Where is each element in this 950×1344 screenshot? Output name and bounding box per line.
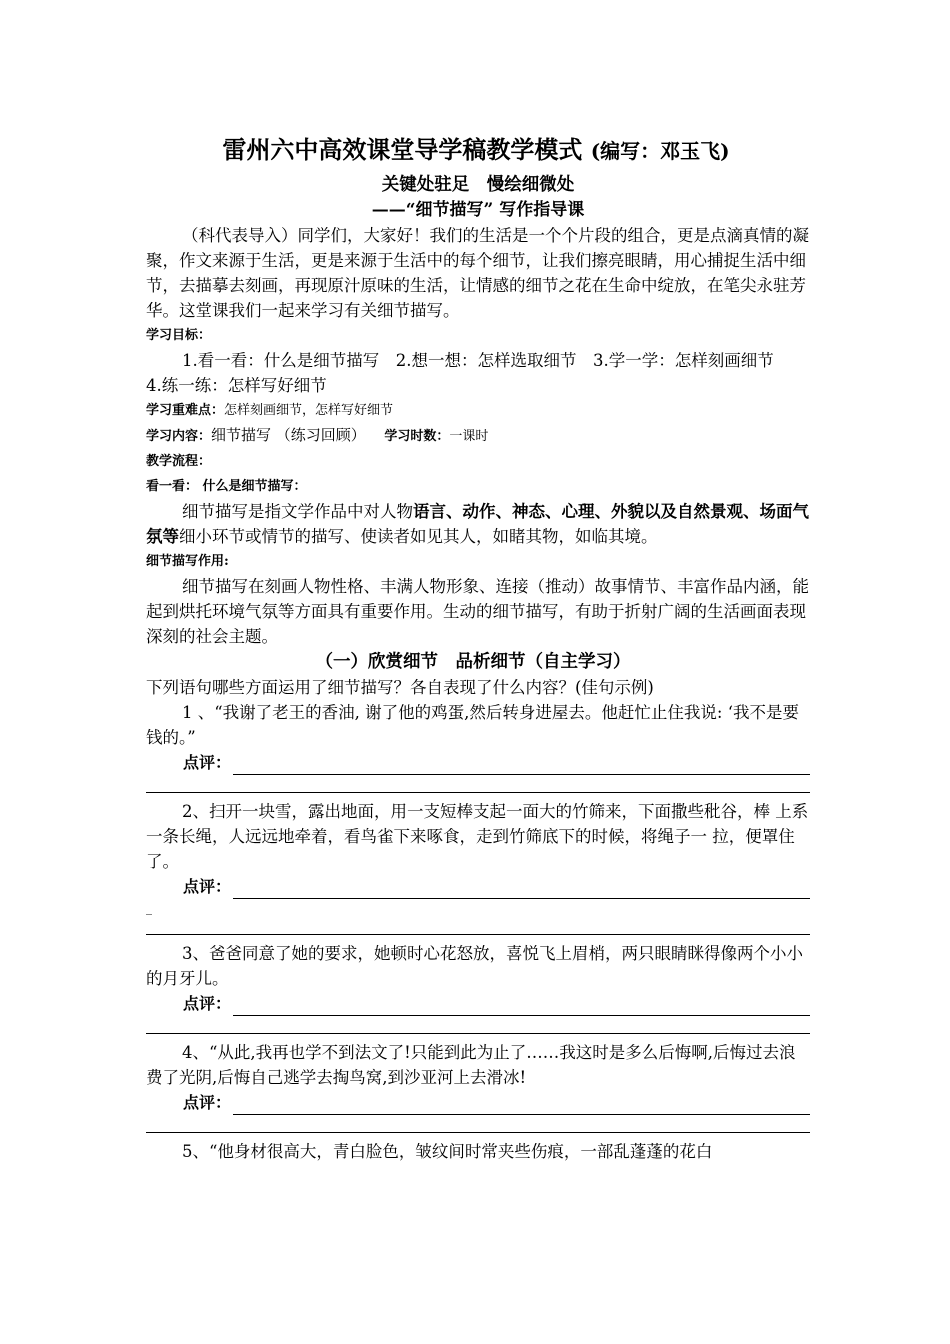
author-credit: (编写：邓玉飞) [590,139,730,163]
key-points-row [146,398,810,423]
comment-answer-line[interactable] [233,880,810,899]
content-text: 细节描写 （练习回顾） [211,426,359,444]
time-text: 一课时 [449,429,489,444]
content-row [146,423,810,449]
comment-answer-line[interactable] [233,1096,810,1115]
function-label: 细节描写作用: [146,554,229,569]
comment-label: 点评： [183,753,232,772]
definition-bold: 语言、动作、神态、心理、外貌以及自然景观、场面气氛等 [146,502,809,546]
key-points-label: 学习重难点： [146,403,225,418]
lesson-subtitle-2: ——“细节描写” 写作指导课 [371,200,585,220]
time-label: 学习时数： [384,429,450,444]
key-points-text: 怎样刻画细节，怎样写好细节 [224,403,394,418]
comment-label: 点评： [183,994,232,1013]
dash-mark: _ [146,901,152,915]
comment-row [146,1090,810,1115]
page-title [142,128,810,173]
example-item: 2、扫开一块雪，露出地面，用一支短棒支起一面大的竹筛来，下面撒些秕谷，棒 上系一条长绳，人远远地牵着，看鸟雀下来啄食，走到竹筛底下的时候，将绳子一 拉，便罩住了。 [146,802,809,871]
lesson-subtitle: 关键处驻足 慢绘细微处 [381,175,575,195]
example-item: 3、爸爸同意了她的要求，她顿时心花怒放，喜悦飞上眉梢，两只眼睛眯得像两个小小的月牙儿。 [146,944,803,988]
comment-row [146,750,810,775]
look-label: 看一看： 什么是细节描写： [146,479,307,494]
content-label: 学习内容： [146,429,212,444]
section-heading: （一）欣赏细节 品析细节（自主学习） [315,652,631,672]
section-question: 下列语句哪些方面运用了细节描写？各自表现了什么内容？(佳句示例) [146,678,654,697]
comment-row [146,874,810,899]
comment-row [146,991,810,1016]
answer-line[interactable] [146,1016,810,1034]
goals-text: 1.看一看：什么是细节描写 2.想一想：怎样选取细节 3.学一学：怎样刻画细节 4.练一练：怎样写好细节 [146,351,796,395]
comment-label: 点评： [183,877,232,896]
answer-line[interactable] [146,775,810,793]
example-item: 4、“从此,我再也学不到法文了!只能到此为止了……我这时是多么后悔啊,后悔过去浪费了光阴,后悔自己逃学去掏鸟窝,到沙亚河上去滑冰! [146,1043,796,1087]
document-page [146,128,810,1164]
example-item: 5、“他身材很高大，青白脸色，皱纹间时常夹些伤痕，一部乱蓬蓬的花白 [182,1142,713,1161]
example-item: 1 、“我谢了老王的香油, 谢了他的鸡蛋,然后转身进屋去。他赶忙止住我说: ‘我不是要钱的。” [146,703,799,747]
definition-suffix: 细小环节或情节的描写、使读者如见其人，如睹其物，如临其境。 [179,527,658,546]
comment-label: 点评： [183,1093,232,1112]
function-paragraph: 细节描写在刻画人物性格、丰满人物形象、连接（推动）故事情节、丰富作品内涵，能起到烘托环境气氛等方面具有重要作用。生动的细节描写，有助于折射广阔的生活画面表现深刻的社会主题。 [146,577,809,646]
goals-label: 学习目标： [146,328,212,343]
answer-line[interactable] [146,1115,810,1133]
intro-paragraph: （科代表导入）同学们，大家好！我们的生活是一个个片段的组合，更是点滴真情的凝聚，作文来源于生活，更是来源于生活中的每个细节，让我们擦亮眼睛，用心捕捉生活中细节，去描摹去刻画，再现原汁原味的生活，让情感的细节之花在生命中绽放，在笔尖永驻芳华。这堂课我们一起来学习有关细节描写。 [146,226,809,320]
answer-line[interactable] [146,917,810,935]
comment-answer-line[interactable] [233,756,810,775]
definition-paragraph [146,499,810,549]
definition-prefix: 细节描写是指文学作品中对人物 [182,502,413,521]
comment-answer-line[interactable] [233,997,810,1016]
title-text: 雷州六中高效课堂导学稿教学模式 [222,135,583,164]
flow-label: 教学流程： [146,454,212,469]
